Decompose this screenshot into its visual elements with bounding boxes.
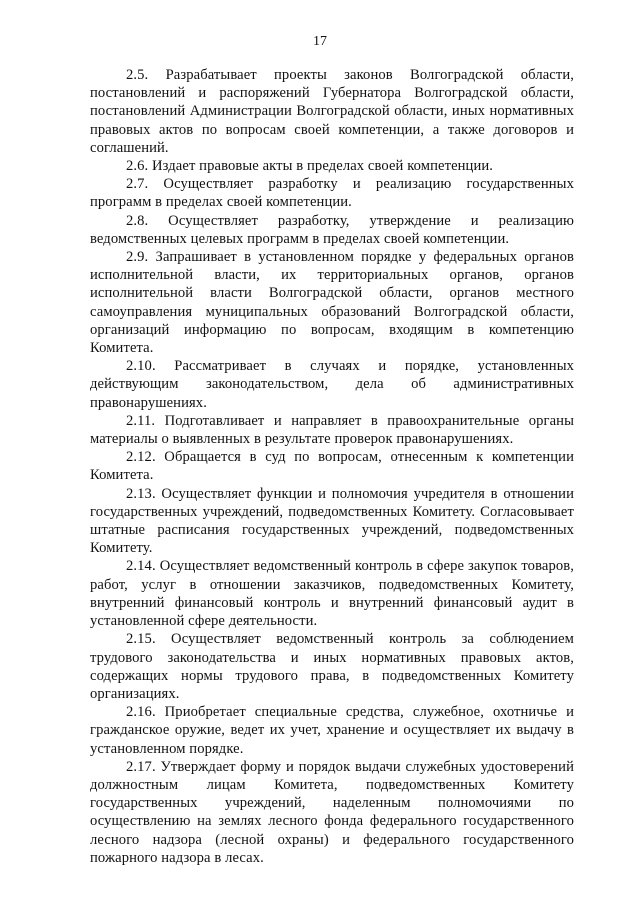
paragraph-2-9: 2.9. Запрашивает в установленном порядке у федеральных органов исполнительной власти, их территориальных органов, органов исполнительной власти Волгоградской области, органов местного самоуправления муниципальных образований Волгоградской области, организаций информацию по вопросам, входящим в компетенцию Комитета. [90, 249, 574, 357]
paragraph-2-11: 2.11. Подготавливает и направляет в правоохранительные органы материалы о выявленных в результате проверок правонарушениях. [90, 412, 574, 448]
paragraph-2-6: 2.6. Издает правовые акты в пределах своей компетенции. [126, 158, 494, 175]
page-number: 17 [313, 34, 327, 49]
paragraph-2-13: 2.13. Осуществляет функции и полномочия учредителя в отношении государственных учреждений, подведомственных Комитету. Согласовывает штатные расписания государственных учреждений, подведомственных Комитету. [90, 485, 574, 557]
paragraph-2-7: 2.7. Осуществляет разработку и реализацию государственных программ в пределах своей компетенции. [90, 176, 574, 211]
paragraph-2-14: 2.14. Осуществляет ведомственный контроль в сфере закупок товаров, работ, услуг в отношении заказчиков, подведомственных Комитету, внутренний финансовый контроль и внутренний финансовый аудит в установленной сфере деятельности. [90, 558, 574, 630]
paragraph-2-16: 2.16. Приобретает специальные средства, служебное, охотничье и гражданское оружие, ведет их учет, хранение и осуществляет их выдачу в установленном порядке. [90, 704, 574, 757]
paragraph-2-12: 2.12. Обращается в суд по вопросам, отнесенным к компетенции Комитета. [90, 449, 574, 484]
paragraph-2-17: 2.17. Утверждает форму и порядок выдачи служебных удостоверений должностным лицам Комитета, подведомственных Комитету государственных учреждений, наделенным полномочиями по осуществлению на землях лесного фонда федерального государственного лесного надзора (лесной охраны) и федерального государственного пожарного надзора в лесах. [90, 758, 574, 866]
paragraph-2-15: 2.15. Осуществляет ведомственный контроль за соблюдением трудового законодательства и иных нормативных правовых актов, содержащих нормы трудового права, в подведомственных Комитету организациях. [90, 631, 574, 702]
paragraph-2-10: 2.10. Рассматривает в случаях и порядке, установленных действующим законодательством, дела об административных правонарушениях. [90, 358, 574, 411]
paragraph-2-8: 2.8. Осуществляет разработку, утверждение и реализацию ведомственных целевых программ в пределах своей компетенции. [90, 212, 574, 247]
document-body [90, 66, 574, 867]
paragraph-2-5: 2.5. Разрабатывает проекты законов Волгоградской области, постановлений и распоряжений Губернатора Волгоградской области, постановлений Администрации Волгоградской области, иных нормативных правовых актов по вопросам своей компетенции, а также договоров и соглашений. [90, 67, 574, 156]
